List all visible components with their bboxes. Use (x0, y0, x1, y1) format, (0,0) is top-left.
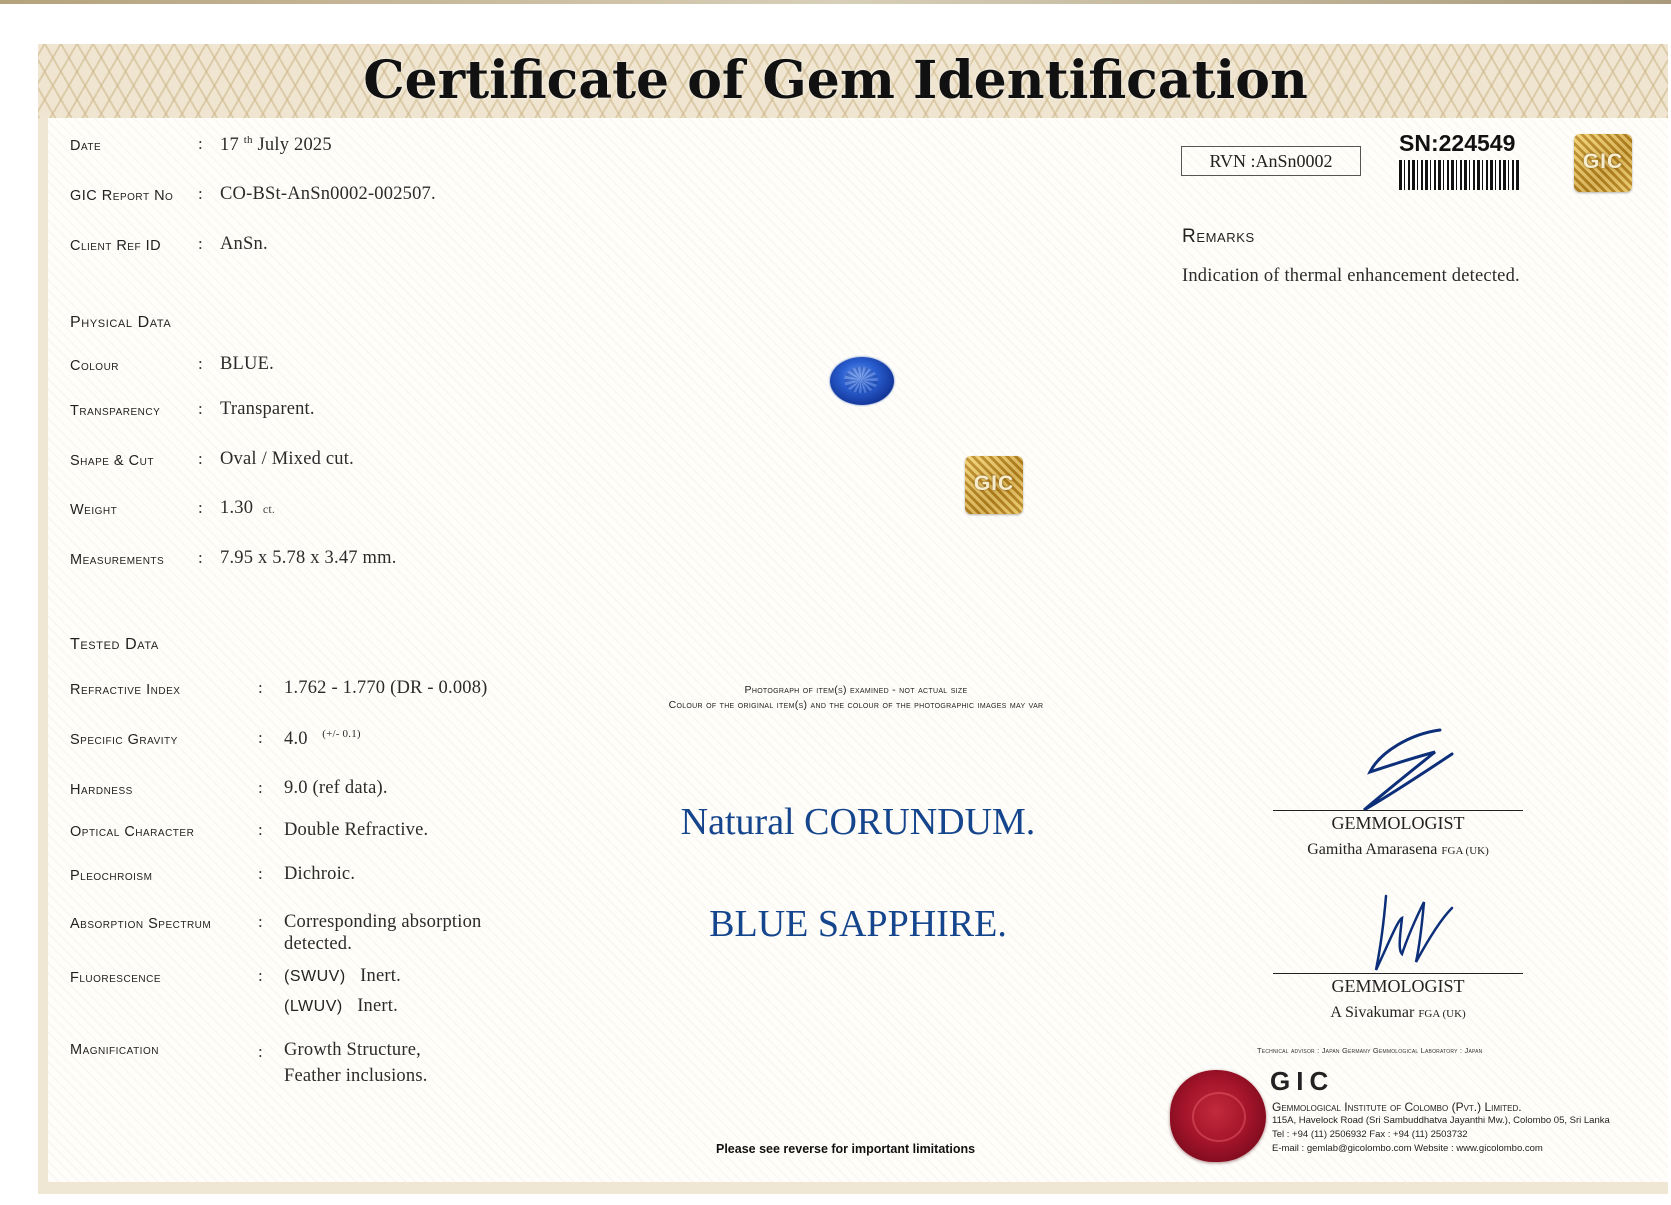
certificate-title: Certificate of Gem Identification (363, 50, 1308, 111)
serial-number: SN:224549 (1399, 130, 1516, 156)
colon: : (198, 184, 203, 203)
colon: : (198, 354, 203, 373)
conclusion-variety: BLUE SAPPHIRE. (709, 903, 1007, 945)
report-no-label: GIC Report No (70, 188, 174, 204)
colon: : (258, 728, 263, 747)
serial-barcode (1399, 160, 1519, 190)
transparency-label: Transparency (70, 403, 161, 419)
specific-gravity-value: 4.0 $^{(+/- 0.1)}$ (284, 728, 361, 750)
signature-2-name: A Sivakumar FGA (UK) (1330, 1004, 1466, 1021)
signature-2-role: GEMMOLOGIST (1331, 976, 1465, 996)
fluorescence-lwuv: (LWUV) Inert. (284, 996, 398, 1016)
colon: : (258, 1042, 263, 1061)
absorption-spectrum-value-line2: detected. (284, 934, 353, 954)
pleochroism-label: Pleochroism (70, 868, 153, 884)
weight-value: 1.30 ct. (220, 498, 276, 518)
colon: : (198, 234, 203, 253)
optical-character-label: Optical Character (70, 824, 195, 840)
colour-label: Colour (70, 358, 120, 374)
fluorescence-label: Fluorescence (70, 970, 161, 986)
colour-value: BLUE. (220, 354, 274, 374)
tested-data-heading: Tested Data (70, 636, 159, 653)
magnification-value-line1: Growth Structure, (284, 1040, 421, 1060)
client-ref-value: AnSn. (220, 234, 268, 254)
signature-gemmologist-1 (1340, 722, 1470, 814)
limitations-note: Please see reverse for important limitations (716, 1142, 976, 1156)
absorption-spectrum-value-line1: Corresponding absorption (284, 912, 482, 932)
remarks-heading: Remarks (1182, 226, 1255, 247)
remarks-text: Indication of thermal enhancement detected. (1182, 266, 1520, 286)
report-no-value: CO-BSt-AnSn0002-002507. (220, 184, 436, 204)
colon: : (198, 548, 203, 567)
physical-data-heading: Physical Data (70, 314, 172, 331)
gem-photograph (830, 357, 894, 405)
colon: : (258, 778, 263, 797)
hardness-label: Hardness (70, 782, 133, 798)
signature-1-name: Gamitha Amarasena FGA (UK) (1307, 841, 1489, 858)
specific-gravity-label: Specific Gravity (70, 732, 178, 748)
weight-label: Weight (70, 502, 118, 518)
transparency-value: Transparent. (220, 399, 315, 419)
colon: : (258, 966, 263, 985)
institute-name: Gemmological Institute of Colombo (Pvt.) Limited. (1272, 1100, 1522, 1114)
signature-1-role: GEMMOLOGIST (1331, 813, 1465, 833)
photo-caption-line1: Photograph of item(s) examined - not actual size (744, 684, 968, 696)
date-value: 17 $^{th}$ July 2025 (220, 134, 332, 156)
date-label: Date (70, 138, 102, 154)
client-ref-label: Client Ref ID (70, 238, 162, 254)
gic-hologram-sticker-corner: GIC (1574, 134, 1632, 192)
colon: : (198, 134, 203, 153)
shape-cut-value: Oval / Mixed cut. (220, 449, 354, 469)
refractive-index-label: Refractive Index (70, 682, 181, 698)
colon: : (258, 864, 263, 883)
colon: : (258, 912, 263, 931)
magnification-label: Magnification (70, 1042, 159, 1058)
photo-caption-line2: Colour of the original item(s) and the colour of the photographic images may var (668, 699, 1044, 711)
signature-line-2 (1273, 973, 1523, 974)
absorption-spectrum-label: Absorption Spectrum (70, 916, 212, 932)
colon: : (198, 498, 203, 517)
conclusion-species: Natural CORUNDUM. (680, 801, 1036, 843)
optical-character-value: Double Refractive. (284, 820, 429, 840)
colon: : (198, 449, 203, 468)
technical-advisor-note: Technical advisor : Japan Germany Gemmological Laboratory : Japan (1257, 1046, 1483, 1055)
signature-gemmologist-2 (1350, 890, 1460, 976)
gic-logo: GIC (1270, 1066, 1335, 1096)
scan-top-edge (0, 0, 1671, 4)
institute-email-website: E-mail : gemlab@gicolombo.com Website : www.gicolombo.com (1272, 1143, 1543, 1154)
institute-address: 115A, Havelock Road (Sri Sambuddhatva Jayanthi Mw.), Colombo 05, Sri Lanka (1272, 1115, 1610, 1126)
refractive-index-value: 1.762 - 1.770 (DR - 0.008) (284, 678, 488, 698)
signature-line-1 (1273, 810, 1523, 811)
shape-cut-label: Shape & Cut (70, 453, 154, 469)
pleochroism-value: Dichroic. (284, 864, 356, 884)
wax-seal (1170, 1070, 1266, 1162)
measurements-label: Measurements (70, 552, 165, 568)
magnification-value-line2: Feather inclusions. (284, 1066, 428, 1086)
colon: : (198, 399, 203, 418)
institute-phone-fax: Tel : +94 (11) 2506932 Fax : +94 (11) 2503732 (1272, 1129, 1468, 1140)
gic-hologram-sticker: GIC (965, 456, 1023, 514)
rvn-box: RVN :AnSn0002 (1181, 146, 1361, 176)
colon: : (258, 820, 263, 839)
hardness-value: 9.0 (ref data). (284, 778, 388, 798)
measurements-value: 7.95 x 5.78 x 3.47 mm. (220, 548, 397, 568)
colon: : (258, 678, 263, 697)
fluorescence-swuv: (SWUV) Inert. (284, 966, 401, 986)
